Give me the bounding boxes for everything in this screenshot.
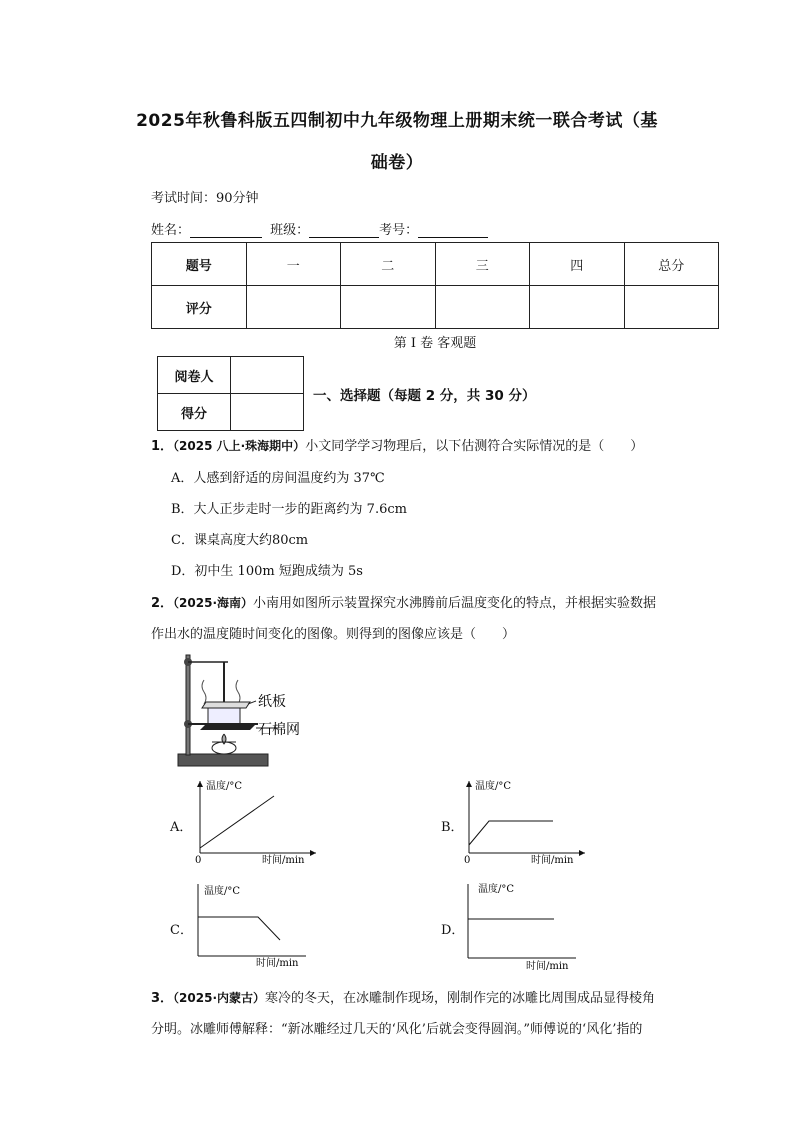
q2-number: 2．: [151, 596, 174, 611]
q2-option-d[interactable]: D．: [441, 923, 465, 938]
score-input-cell[interactable]: [624, 286, 719, 329]
steam-icon: [236, 680, 240, 704]
section-heading: 第 I 卷 客观题: [393, 336, 477, 351]
q2-stem-line1: [151, 592, 656, 611]
name-field[interactable]: [190, 237, 262, 238]
x-axis-label: 时间/min: [526, 961, 569, 972]
q1-option-b[interactable]: B．大人正步走时一步的距离约为 7.6cm: [171, 502, 407, 517]
q2-option-c[interactable]: C．: [170, 923, 193, 938]
q2-text-1: 小南用如图所示装置探究水沸腾前后温度变化的特点，并根据实验数据: [253, 596, 657, 611]
reviewer-field[interactable]: [231, 357, 304, 394]
score-input-cell[interactable]: [341, 286, 436, 329]
score-table-cell: 二: [341, 243, 436, 286]
grader-table: [157, 356, 304, 431]
name-label: 姓名：: [151, 223, 191, 238]
class-label: 班级：: [270, 223, 310, 238]
q1-source: （2025 八上·珠海期中）: [173, 439, 306, 453]
exam-time: 考试时间：90分钟: [151, 191, 259, 206]
score-table: [151, 242, 719, 329]
graph-a[interactable]: [192, 775, 322, 867]
q3-stem-line2: 分明。冰雕师傅解释：“新冰雕经过几天的‘风化’后就会变得圆润。”师傅说的‘风化’指的: [151, 1022, 643, 1037]
class-field[interactable]: [309, 237, 379, 238]
stand-base: [178, 754, 268, 766]
origin-label: 0: [464, 855, 471, 866]
q1-text: 小文同学学习物理后，以下估测符合实际情况的是（ ）: [305, 439, 644, 454]
y-axis-label: 温度/°C: [478, 884, 515, 895]
grader-score-field[interactable]: [231, 394, 304, 431]
exam-title-line2: 础卷）: [370, 153, 424, 173]
score-input-cell[interactable]: [530, 286, 625, 329]
score-input-cell[interactable]: [246, 286, 341, 329]
x-axis-label: 时间/min: [531, 855, 574, 866]
q3-text-1: 寒冷的冬天，在冰雕制作现场，刚制作完的冰雕比周围成品显得棱角: [265, 991, 656, 1006]
exam-title-line1: 2025年秋鲁科版五四制初中九年级物理上册期末统一联合考试（基: [136, 111, 658, 131]
y-axis-label: 温度/°C: [206, 781, 243, 792]
score-table-cell: 三: [435, 243, 530, 286]
part1-heading: 一、选择题（每题 2 分，共 30 分）: [313, 388, 536, 404]
asbestos-mesh: [200, 724, 256, 730]
label-board: 纸板: [258, 694, 286, 710]
boiling-apparatus-figure: [170, 650, 320, 775]
score-row-label: 评分: [152, 286, 247, 329]
q2-option-a[interactable]: A．: [170, 820, 193, 835]
graph-b[interactable]: [461, 775, 591, 867]
stand-rod: [186, 655, 190, 755]
score-table-header-row: [152, 243, 719, 286]
graph-c[interactable]: [192, 880, 312, 970]
number-field[interactable]: [418, 237, 488, 238]
temperature-line: [200, 796, 274, 848]
q3-stem-line1: [151, 987, 655, 1006]
score-table-cell: 四: [530, 243, 625, 286]
paper-board: [202, 702, 250, 708]
q2-source: （2025·海南）: [173, 596, 254, 610]
temperature-line: [198, 917, 280, 940]
student-info-row: [151, 219, 488, 238]
q1-option-d[interactable]: D．初中生 100m 短跑成绩为 5s: [171, 564, 363, 579]
steam-icon: [202, 680, 206, 704]
temperature-line: [469, 821, 553, 845]
x-axis-label: 时间/min: [256, 958, 299, 969]
score-table-cell: 一: [246, 243, 341, 286]
origin-label: 0: [195, 855, 202, 866]
q3-number: 3．: [151, 991, 174, 1006]
score-input-cell[interactable]: [435, 286, 530, 329]
q3-source: （2025·内蒙古）: [173, 991, 266, 1005]
grader-score-label: 得分: [158, 394, 231, 431]
q2-option-b[interactable]: B．: [441, 820, 464, 835]
x-axis-label: 时间/min: [262, 855, 305, 866]
y-axis-label: 温度/°C: [204, 886, 241, 897]
q1-stem: [151, 435, 643, 454]
label-mesh: 石棉网: [258, 722, 300, 738]
q1-option-c[interactable]: C．课桌高度大约80cm: [171, 533, 309, 548]
score-table-cell: 题号: [152, 243, 247, 286]
q1-number: 1．: [151, 439, 174, 454]
graph-d[interactable]: [462, 880, 582, 972]
number-label: 考号：: [379, 223, 419, 238]
score-table-cell: 总分: [624, 243, 719, 286]
reviewer-label: 阅卷人: [158, 357, 231, 394]
q2-stem-line2: 作出水的温度随时间变化的图像。则得到的图像应该是（ ）: [151, 627, 516, 642]
y-axis-label: 温度/°C: [475, 781, 512, 792]
score-table-score-row: [152, 286, 719, 329]
q1-option-a[interactable]: A．人感到舒适的房间温度约为 37℃: [171, 471, 385, 486]
